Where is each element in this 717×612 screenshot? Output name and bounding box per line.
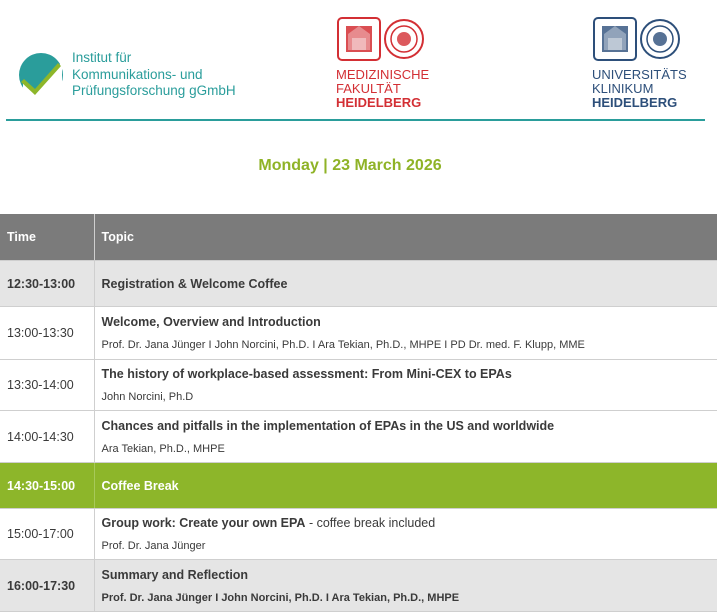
row-time: 16:00-17:30 [0, 560, 94, 612]
medfak-line-2: FAKULTÄT [336, 81, 401, 96]
ikp-line-1: Institut für [72, 50, 132, 65]
row-speaker: Prof. Dr. Jana Jünger I John Norcini, Ph.D. I Ara Tekian, Ph.D., MHPE I PD Dr. med. F. Klupp, MME [101, 339, 585, 351]
row-speaker: Prof. Dr. Jana Jünger I John Norcini, Ph.D. I Ara Tekian, Ph.D., MHPE [101, 591, 460, 604]
row-speaker: Ara Tekian, Ph.D., MHPE [101, 442, 225, 455]
klinikum-logo [590, 16, 700, 111]
row-time: 14:00-14:30 [0, 411, 94, 463]
row-topic-extra: - coffee break included [305, 516, 436, 530]
row-time: 13:30-14:00 [0, 360, 94, 411]
row-speaker: John Norcini, Ph.D [101, 391, 194, 403]
ikp-logo-text [72, 50, 236, 100]
ikp-logo-mark-icon [18, 52, 64, 98]
row-cell [94, 360, 717, 411]
table-row [0, 307, 717, 360]
ikp-line-3: Prüfungsforschung gGmbH [72, 83, 236, 98]
klinikum-line-1: UNIVERSITÄTS [592, 67, 687, 82]
row-cell [94, 411, 717, 463]
klinikum-line-2: KLINIKUM [592, 81, 654, 96]
schedule-table [0, 214, 717, 612]
row-cell [94, 560, 717, 612]
table-row [0, 560, 717, 612]
row-topic-line [102, 516, 711, 530]
row-speaker: Prof. Dr. Jana Jünger [101, 540, 206, 552]
row-topic: Registration & Welcome Coffee [94, 261, 717, 307]
column-header-topic: Topic [94, 214, 717, 261]
row-topic: Welcome, Overview and Introduction [101, 315, 321, 329]
page-header [0, 0, 717, 125]
header-divider [6, 119, 705, 121]
column-header-time: Time [0, 214, 94, 261]
medfak-line-3: HEIDELBERG [336, 95, 422, 110]
medfak-seals-icon [336, 16, 426, 62]
table-row [0, 360, 717, 411]
row-cell [94, 307, 717, 360]
row-time: 12:30-13:00 [0, 261, 94, 307]
row-topic: Summary and Reflection [101, 567, 249, 582]
row-topic: Chances and pitfalls in the implementation of EPAs in the US and worldwide [101, 418, 555, 433]
event-date: Monday | 23 March 2026 [258, 157, 442, 174]
row-topic: The history of workplace-based assessment: From Mini-CEX to EPAs [101, 367, 512, 381]
row-topic: Group work: Create your own EPA [101, 516, 306, 530]
row-topic: Coffee Break [94, 463, 717, 509]
klinikum-seals-icon [592, 16, 682, 62]
row-cell [94, 509, 717, 560]
medfak-line-1: MEDIZINISCHE [336, 67, 430, 82]
medfak-logo-text [336, 68, 429, 110]
ikp-logo [18, 50, 258, 100]
table-row [0, 463, 717, 509]
ikp-line-2: Kommunikations- und [72, 66, 203, 82]
row-time: 14:30-15:00 [0, 463, 94, 509]
table-row [0, 411, 717, 463]
medfak-logo [334, 16, 444, 111]
table-row [0, 509, 717, 560]
row-time: 13:00-13:30 [0, 307, 94, 360]
table-row [0, 261, 717, 307]
table-header-row [0, 214, 717, 261]
klinikum-line-3: HEIDELBERG [592, 95, 678, 110]
klinikum-logo-text [592, 68, 687, 110]
row-time: 15:00-17:00 [0, 509, 94, 560]
